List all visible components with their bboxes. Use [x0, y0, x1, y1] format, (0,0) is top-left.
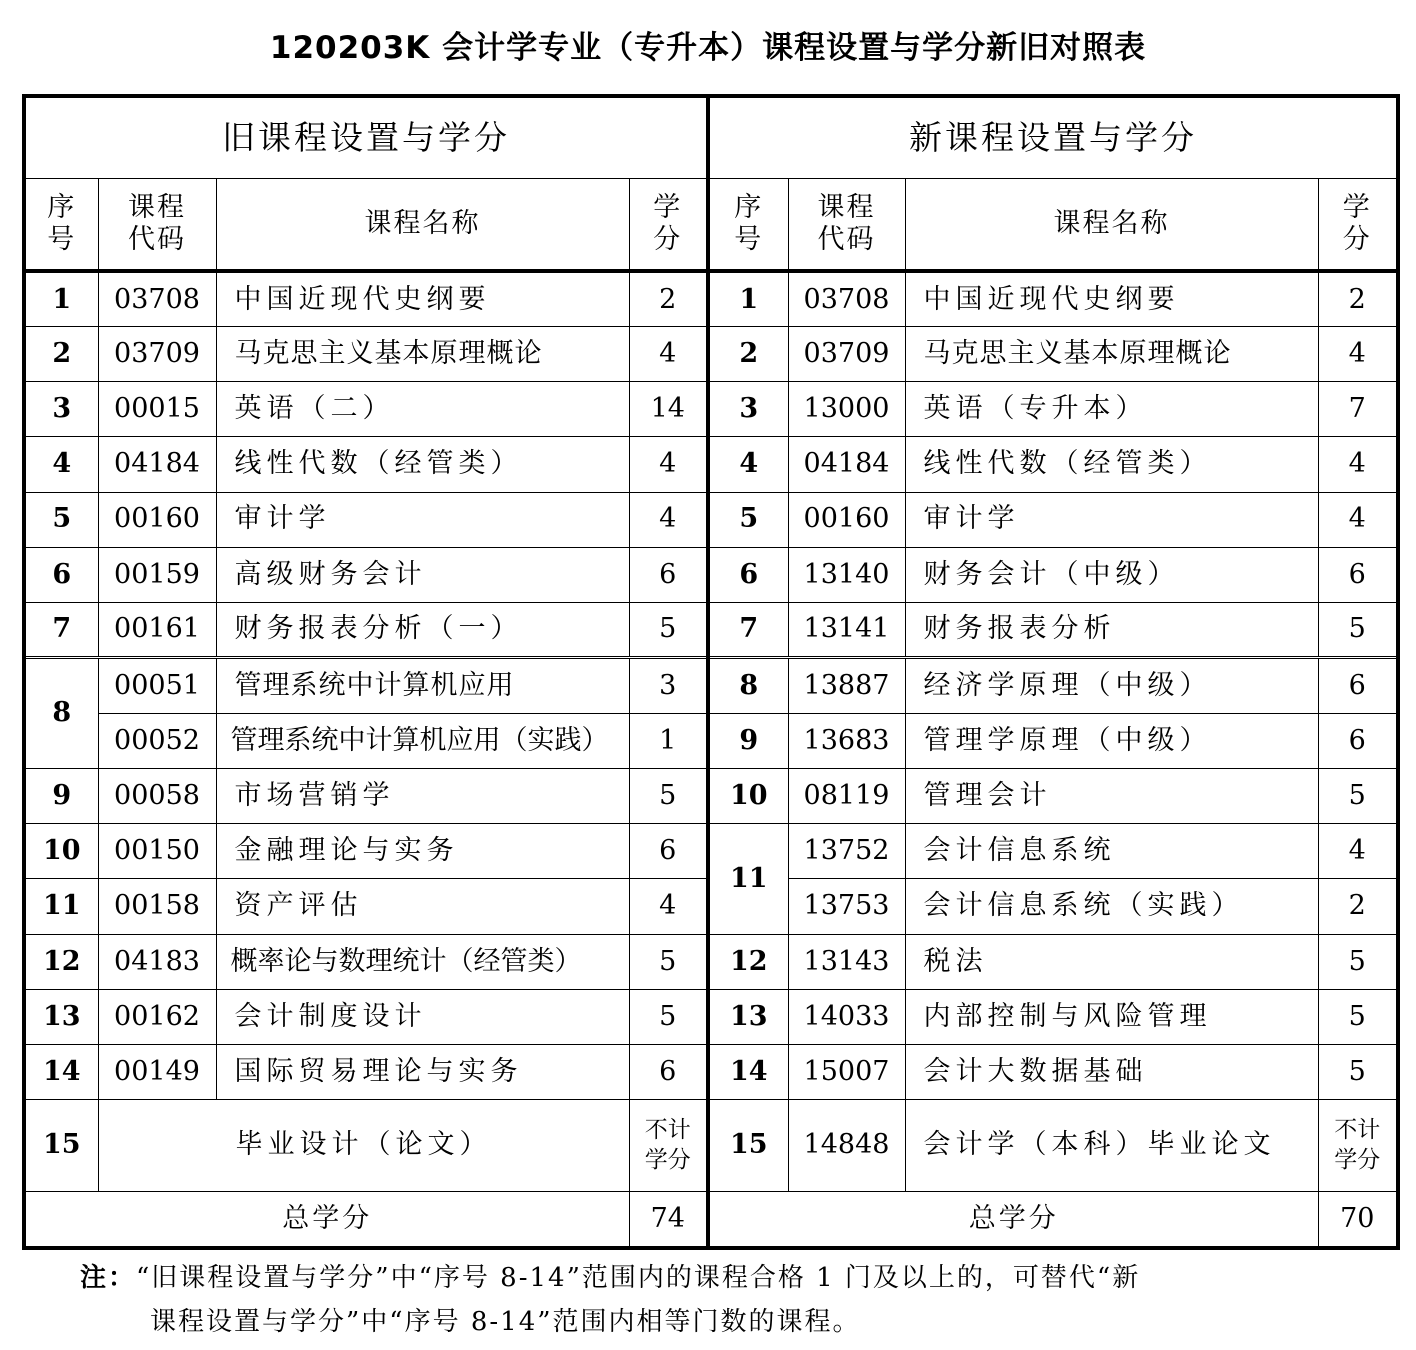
- old-seq: 9: [24, 769, 98, 824]
- old-col-code-header: 课程 代码: [98, 178, 216, 271]
- old-name: 毕业设计（论文）: [98, 1100, 629, 1192]
- old-name: 审计学: [216, 492, 629, 547]
- new-credit: 2: [1318, 879, 1398, 934]
- new-name: 会计大数据基础: [905, 1044, 1318, 1099]
- new-total-value: 70: [1318, 1192, 1398, 1248]
- old-code: 00051: [98, 657, 216, 713]
- new-seq: 12: [708, 934, 788, 989]
- new-name: 英语（专升本）: [905, 382, 1318, 437]
- new-col-code-header: 课程 代码: [788, 178, 905, 271]
- table-row: [24, 824, 1398, 879]
- new-credit: 4: [1318, 437, 1398, 492]
- old-name: 英语（二）: [216, 382, 629, 437]
- old-credit: 4: [629, 879, 708, 934]
- new-seq: 6: [708, 547, 788, 602]
- note-line-1: “旧课程设置与学分”中“序号 8-14”范围内的课程合格 1 门及以上的，可替代“新: [136, 1263, 1141, 1293]
- new-col-name-header: 课程名称: [905, 178, 1318, 271]
- new-credit: 5: [1318, 989, 1398, 1044]
- old-name: 资产评估: [216, 879, 629, 934]
- old-credit: 5: [629, 769, 708, 824]
- old-seq: 6: [24, 547, 98, 602]
- new-name: 内部控制与风险管理: [905, 989, 1318, 1044]
- new-credit: 5: [1318, 934, 1398, 989]
- new-code: 00160: [788, 492, 905, 547]
- new-name: 审计学: [905, 492, 1318, 547]
- old-code: 00162: [98, 989, 216, 1044]
- old-credit: 4: [629, 437, 708, 492]
- new-name: 会计信息系统（实践）: [905, 879, 1318, 934]
- new-seq: 9: [708, 714, 788, 769]
- new-seq: 13: [708, 989, 788, 1044]
- old-credit: 6: [629, 1044, 708, 1099]
- old-name: 金融理论与实务: [216, 824, 629, 879]
- old-credit: 5: [629, 934, 708, 989]
- old-credit: 14: [629, 382, 708, 437]
- old-code: 00161: [98, 602, 216, 657]
- note-line-2: 课程设置与学分”中“序号 8-14”范围内相等门数的课程。: [150, 1307, 861, 1337]
- new-seq: 5: [708, 492, 788, 547]
- old-total-label: 总学分: [24, 1192, 629, 1248]
- old-name: 财务报表分析（一）: [216, 602, 629, 657]
- new-credit: 6: [1318, 657, 1398, 713]
- new-code: 13753: [788, 879, 905, 934]
- table-row: [24, 492, 1398, 547]
- table-row: [24, 989, 1398, 1044]
- new-credit: 6: [1318, 547, 1398, 602]
- old-name: 管理系统中计算机应用: [216, 657, 629, 713]
- new-name: 管理学原理（中级）: [905, 714, 1318, 769]
- old-credit: 5: [629, 602, 708, 657]
- table-row: [24, 657, 1398, 713]
- course-comparison-table: [22, 94, 1400, 1250]
- old-name: 高级财务会计: [216, 547, 629, 602]
- page-title: 120203K 会计学专业（专升本）课程设置与学分新旧对照表: [269, 30, 1147, 66]
- new-code: 13143: [788, 934, 905, 989]
- old-seq: 2: [24, 327, 98, 382]
- table-row: [24, 769, 1398, 824]
- old-credit: 1: [629, 714, 708, 769]
- new-code: 08119: [788, 769, 905, 824]
- new-name: 中国近现代史纲要: [905, 271, 1318, 326]
- old-name: 国际贸易理论与实务: [216, 1044, 629, 1099]
- old-name: 概率论与数理统计（经管类）: [216, 934, 629, 989]
- table-row: [24, 547, 1398, 602]
- new-seq: 14: [708, 1044, 788, 1099]
- table-row: [24, 382, 1398, 437]
- old-name: 市场营销学: [216, 769, 629, 824]
- new-section-header: 新课程设置与学分: [708, 96, 1398, 178]
- new-seq: 3: [708, 382, 788, 437]
- old-seq: 12: [24, 934, 98, 989]
- old-name: 中国近现代史纲要: [216, 271, 629, 326]
- new-seq: 11: [708, 824, 788, 934]
- new-seq: 10: [708, 769, 788, 824]
- new-total-label: 总学分: [708, 1192, 1318, 1248]
- old-name: 马克思主义基本原理概论: [216, 327, 629, 382]
- new-col-seq-header: 序 号: [708, 178, 788, 271]
- new-col-credit-header: 学 分: [1318, 178, 1398, 271]
- old-credit: 4: [629, 492, 708, 547]
- table-row: [24, 327, 1398, 382]
- total-row: [24, 1192, 1398, 1248]
- new-code: 03708: [788, 271, 905, 326]
- old-code: 00052: [98, 714, 216, 769]
- new-credit: 5: [1318, 769, 1398, 824]
- old-seq: 4: [24, 437, 98, 492]
- new-seq: 1: [708, 271, 788, 326]
- old-code: 03709: [98, 327, 216, 382]
- new-name: 马克思主义基本原理概论: [905, 327, 1318, 382]
- old-credit: 5: [629, 989, 708, 1044]
- old-col-name-header: 课程名称: [216, 178, 629, 271]
- old-name: 管理系统中计算机应用（实践）: [216, 714, 629, 769]
- new-name: 财务会计（中级）: [905, 547, 1318, 602]
- old-code: 00159: [98, 547, 216, 602]
- new-credit: 5: [1318, 602, 1398, 657]
- new-credit: 6: [1318, 714, 1398, 769]
- old-code: 00149: [98, 1044, 216, 1099]
- new-seq: 15: [708, 1100, 788, 1192]
- new-credit: 不计 学分: [1318, 1100, 1398, 1192]
- old-code: 03708: [98, 271, 216, 326]
- table-row: [24, 437, 1398, 492]
- old-seq: 13: [24, 989, 98, 1044]
- old-code: 00015: [98, 382, 216, 437]
- old-code: 04183: [98, 934, 216, 989]
- old-col-seq-header: 序 号: [24, 178, 98, 271]
- table-row: [24, 602, 1398, 657]
- new-credit: 4: [1318, 327, 1398, 382]
- new-code: 14848: [788, 1100, 905, 1192]
- new-seq: 2: [708, 327, 788, 382]
- new-code: 13141: [788, 602, 905, 657]
- old-col-credit-header: 学 分: [629, 178, 708, 271]
- new-code: 13000: [788, 382, 905, 437]
- old-credit: 4: [629, 327, 708, 382]
- new-name: 经济学原理（中级）: [905, 657, 1318, 713]
- old-credit: 3: [629, 657, 708, 713]
- old-seq: 1: [24, 271, 98, 326]
- new-code: 03709: [788, 327, 905, 382]
- old-credit: 2: [629, 271, 708, 326]
- old-code: 00058: [98, 769, 216, 824]
- old-seq: 7: [24, 602, 98, 657]
- new-name: 管理会计: [905, 769, 1318, 824]
- new-seq: 4: [708, 437, 788, 492]
- old-credit: 不计 学分: [629, 1100, 708, 1192]
- new-seq: 7: [708, 602, 788, 657]
- new-credit: 5: [1318, 1044, 1398, 1099]
- new-credit: 4: [1318, 824, 1398, 879]
- old-seq: 14: [24, 1044, 98, 1099]
- old-code: 00150: [98, 824, 216, 879]
- old-total-value: 74: [629, 1192, 708, 1248]
- table-row: [24, 1044, 1398, 1099]
- new-code: 14033: [788, 989, 905, 1044]
- footnote: [80, 1256, 1380, 1344]
- new-name: 会计信息系统: [905, 824, 1318, 879]
- new-code: 13683: [788, 714, 905, 769]
- old-section-header: 旧课程设置与学分: [24, 96, 708, 178]
- old-seq: 5: [24, 492, 98, 547]
- new-code: 13140: [788, 547, 905, 602]
- new-code: 13752: [788, 824, 905, 879]
- old-credit: 6: [629, 547, 708, 602]
- new-name: 税法: [905, 934, 1318, 989]
- old-name: 线性代数（经管类）: [216, 437, 629, 492]
- new-code: 13887: [788, 657, 905, 713]
- new-seq: 8: [708, 657, 788, 713]
- new-credit: 7: [1318, 382, 1398, 437]
- old-seq: 8: [24, 657, 98, 768]
- old-code: 04184: [98, 437, 216, 492]
- table-row: [24, 714, 1398, 769]
- table-row: [24, 1100, 1398, 1192]
- new-name: 会计学（本科）毕业论文: [905, 1100, 1318, 1192]
- old-seq: 3: [24, 382, 98, 437]
- old-name: 会计制度设计: [216, 989, 629, 1044]
- new-name: 线性代数（经管类）: [905, 437, 1318, 492]
- new-code: 15007: [788, 1044, 905, 1099]
- old-code: 00158: [98, 879, 216, 934]
- old-code: 00160: [98, 492, 216, 547]
- new-credit: 4: [1318, 492, 1398, 547]
- table-row: [24, 271, 1398, 326]
- new-credit: 2: [1318, 271, 1398, 326]
- old-seq: 10: [24, 824, 98, 879]
- note-label: 注：: [80, 1263, 137, 1293]
- new-name: 财务报表分析: [905, 602, 1318, 657]
- old-seq: 15: [24, 1100, 98, 1192]
- new-code: 04184: [788, 437, 905, 492]
- old-credit: 6: [629, 824, 708, 879]
- table-row: [24, 934, 1398, 989]
- old-seq: 11: [24, 879, 98, 934]
